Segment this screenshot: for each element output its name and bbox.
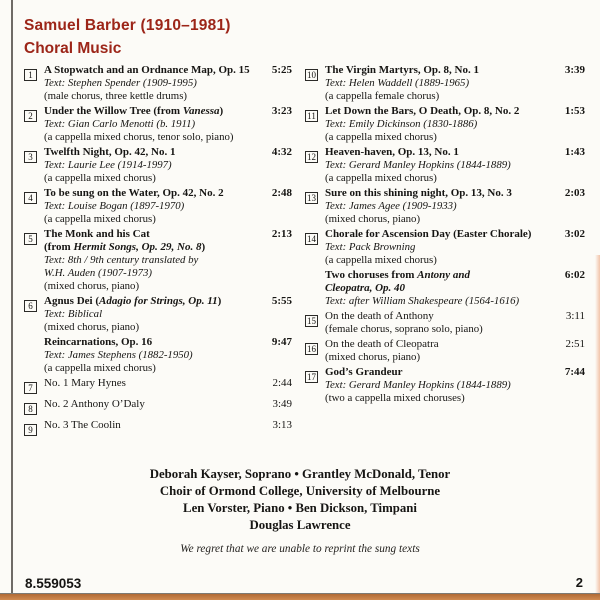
text-segment: (from bbox=[44, 241, 74, 253]
track-number-cell bbox=[24, 419, 44, 438]
track-text-block bbox=[325, 105, 554, 144]
track-number-cell bbox=[305, 64, 325, 83]
track-row bbox=[305, 146, 585, 185]
track-duration: 2:03 bbox=[564, 187, 585, 199]
track-text-block bbox=[325, 366, 554, 405]
text-segment: (a cappella mixed chorus) bbox=[325, 254, 437, 266]
track-detail bbox=[325, 159, 554, 172]
track-detail bbox=[325, 379, 554, 392]
track-detail bbox=[325, 392, 554, 405]
track-duration: 3:13 bbox=[272, 419, 292, 431]
track-row bbox=[305, 228, 585, 267]
track-title bbox=[44, 419, 261, 432]
italic-text-segment: Text: Pack Browning bbox=[325, 241, 416, 253]
track-text-block bbox=[325, 338, 554, 364]
italic-text-segment: Text: James Stephens (1882-1950) bbox=[44, 349, 193, 361]
track-title bbox=[325, 105, 554, 118]
track-detail bbox=[44, 90, 261, 103]
track-duration: 1:53 bbox=[564, 105, 585, 117]
track-title bbox=[325, 269, 554, 282]
track-row bbox=[24, 105, 292, 144]
track-duration: 6:02 bbox=[564, 269, 585, 281]
track-duration: 2:48 bbox=[271, 187, 292, 199]
text-segment: (mixed chorus, piano) bbox=[325, 351, 421, 363]
track-number-cell bbox=[305, 366, 325, 385]
track-text-block bbox=[44, 64, 261, 103]
track-title bbox=[325, 282, 554, 295]
track-number-cell bbox=[24, 146, 44, 165]
track-text-block bbox=[325, 228, 554, 267]
track-number-cell bbox=[24, 377, 44, 396]
track-number-box: 7 bbox=[24, 382, 37, 394]
track-text-block bbox=[325, 269, 554, 308]
track-detail bbox=[325, 254, 554, 267]
text-segment: (male chorus, three kettle drums) bbox=[44, 90, 188, 102]
track-number-cell bbox=[24, 336, 44, 337]
track-text-block bbox=[44, 377, 261, 390]
italic-text-segment: Text: 8th / 9th century translated by bbox=[44, 254, 199, 266]
italic-text-segment: Text: Gerard Manley Hopkins (1844-1889) bbox=[325, 379, 511, 391]
text-segment: ) bbox=[217, 295, 222, 307]
track-number-box: 1 bbox=[24, 69, 37, 81]
work-group-row bbox=[24, 336, 292, 375]
italic-text-segment: Text: Biblical bbox=[44, 308, 103, 320]
text-segment: (a cappella mixed chorus, tenor solo, piano) bbox=[44, 131, 234, 143]
track-title bbox=[44, 295, 261, 308]
track-text-block bbox=[325, 64, 554, 103]
track-text-block bbox=[325, 187, 554, 226]
italic-text-segment: Text: Louise Bogan (1897-1970) bbox=[44, 200, 185, 212]
track-title bbox=[325, 187, 554, 200]
track-detail bbox=[44, 321, 261, 334]
text-segment: Two choruses from bbox=[325, 269, 418, 281]
text-segment: (female chorus, soprano solo, piano) bbox=[325, 323, 483, 335]
text-segment: Let Down the Bars, O Death, Op. 8, No. 2 bbox=[325, 105, 520, 117]
track-text-block bbox=[44, 336, 261, 375]
text-segment: (a cappella mixed chorus) bbox=[44, 362, 156, 374]
track-detail bbox=[44, 131, 261, 144]
track-row bbox=[305, 310, 585, 336]
text-segment: Under the Willow Tree (from bbox=[44, 105, 183, 117]
track-detail bbox=[44, 254, 261, 267]
italic-text-segment: W.H. Auden (1907-1973) bbox=[44, 267, 152, 279]
credits-block bbox=[0, 466, 600, 555]
track-number-box: 6 bbox=[24, 300, 37, 312]
text-segment: (mixed chorus, piano) bbox=[44, 321, 140, 333]
text-segment: (mixed chorus, piano) bbox=[44, 280, 140, 292]
track-title bbox=[325, 366, 554, 379]
track-number-box: 3 bbox=[24, 151, 37, 163]
track-title bbox=[325, 338, 554, 351]
track-text-block bbox=[44, 105, 261, 144]
track-duration: 7:44 bbox=[564, 366, 585, 378]
bottom-color-strip bbox=[0, 593, 600, 600]
track-detail bbox=[325, 323, 554, 336]
track-number-box: 9 bbox=[24, 424, 37, 436]
track-number-box: 2 bbox=[24, 110, 37, 122]
track-row bbox=[24, 295, 292, 334]
credit-line: Douglas Lawrence bbox=[249, 518, 351, 532]
track-number-box: 15 bbox=[307, 316, 316, 326]
track-title bbox=[44, 228, 261, 241]
track-duration: 3:23 bbox=[271, 105, 292, 117]
track-text-block bbox=[44, 398, 261, 411]
italic-text-segment: Antony and bbox=[417, 269, 471, 281]
text-segment: ) bbox=[201, 241, 206, 253]
track-detail bbox=[44, 172, 261, 185]
track-detail bbox=[44, 77, 261, 90]
track-text-block bbox=[44, 419, 261, 432]
track-row bbox=[24, 228, 292, 293]
track-detail bbox=[325, 213, 554, 226]
track-text-block bbox=[44, 228, 261, 293]
track-text-block bbox=[325, 146, 554, 185]
work-group-row bbox=[305, 269, 585, 308]
italic-text-segment: Text: Gian Carlo Menotti (b. 1911) bbox=[44, 118, 196, 130]
track-detail bbox=[44, 267, 261, 280]
track-detail bbox=[325, 118, 554, 131]
tracklist-right-column bbox=[305, 64, 585, 440]
text-segment: (a cappella mixed chorus) bbox=[44, 172, 156, 184]
text-segment: On the death of Anthony bbox=[325, 310, 434, 322]
track-duration: 2:51 bbox=[565, 338, 585, 350]
text-segment: (a cappella mixed chorus) bbox=[44, 213, 156, 225]
track-title bbox=[44, 187, 261, 200]
track-text-block bbox=[44, 295, 261, 334]
track-number-box: 12 bbox=[307, 152, 316, 162]
text-segment: The Monk and his Cat bbox=[44, 228, 150, 240]
italic-text-segment: Text: after William Shakespeare (1564-1616) bbox=[325, 295, 520, 307]
track-duration: 3:11 bbox=[565, 310, 585, 322]
track-number-box: 5 bbox=[24, 233, 37, 245]
text-segment: (a cappella mixed chorus) bbox=[325, 131, 437, 143]
italic-text-segment: Vanessa bbox=[182, 105, 220, 117]
page-header bbox=[24, 15, 231, 59]
track-number-cell bbox=[305, 228, 325, 247]
track-number-cell bbox=[24, 295, 44, 314]
track-number-cell bbox=[305, 105, 325, 124]
credit-line: Deborah Kayser, Soprano • Grantley McDonald, Tenor bbox=[149, 467, 451, 481]
track-number-box: 8 bbox=[24, 403, 37, 415]
track-row bbox=[305, 338, 585, 364]
track-title bbox=[325, 228, 554, 241]
track-row bbox=[24, 64, 292, 103]
track-duration: 4:32 bbox=[271, 146, 292, 158]
italic-text-segment: Text: Gerard Manley Hopkins (1844-1889) bbox=[325, 159, 511, 171]
italic-text-segment: Cleopatra, Op. 40 bbox=[325, 282, 406, 294]
track-duration: 2:44 bbox=[272, 377, 292, 389]
text-segment: The Virgin Martyrs, Op. 8, No. 1 bbox=[325, 64, 479, 76]
text-segment: Sure on this shining night, Op. 13, No. 3 bbox=[325, 187, 512, 199]
track-title bbox=[325, 146, 554, 159]
text-segment: A Stopwatch and an Ordnance Map, Op. 15 bbox=[44, 64, 250, 76]
track-number-cell bbox=[305, 146, 325, 165]
track-detail bbox=[44, 200, 261, 213]
text-segment: No. 1 Mary Hynes bbox=[44, 377, 126, 389]
track-row bbox=[24, 398, 292, 417]
text-segment: No. 3 The Coolin bbox=[44, 419, 121, 431]
track-title bbox=[44, 105, 261, 118]
text-segment: Reincarnations, Op. 16 bbox=[44, 336, 153, 348]
track-duration: 3:02 bbox=[564, 228, 585, 240]
track-detail bbox=[44, 349, 261, 362]
track-number-cell bbox=[24, 398, 44, 417]
track-number-cell bbox=[24, 64, 44, 83]
track-text-block bbox=[44, 187, 261, 226]
track-number-box: 11 bbox=[305, 110, 318, 122]
track-number-cell bbox=[24, 105, 44, 124]
italic-text-segment: Text: James Agee (1909-1933) bbox=[325, 200, 457, 212]
track-number-cell bbox=[24, 187, 44, 206]
track-duration: 5:25 bbox=[271, 64, 292, 76]
track-number-box: 10 bbox=[307, 70, 316, 80]
page-number: 2 bbox=[575, 575, 583, 590]
track-number-cell bbox=[305, 269, 325, 270]
track-number-cell bbox=[305, 187, 325, 206]
track-detail bbox=[325, 351, 554, 364]
catalog-number: 8.559053 bbox=[25, 576, 82, 591]
composer-title: Samuel Barber (1910–1981) bbox=[24, 17, 231, 34]
text-segment: Agnus Dei ( bbox=[44, 295, 100, 307]
track-detail bbox=[325, 77, 554, 90]
track-detail bbox=[44, 159, 261, 172]
track-detail bbox=[325, 131, 554, 144]
album-subtitle: Choral Music bbox=[24, 40, 122, 57]
italic-text-segment: Text: Emily Dickinson (1830-1886) bbox=[325, 118, 478, 130]
text-segment: No. 2 Anthony O’Daly bbox=[44, 398, 145, 410]
credit-line: Choir of Ormond College, University of Melbourne bbox=[159, 484, 441, 498]
tracklist bbox=[24, 64, 585, 440]
tracklist-left-column bbox=[24, 64, 292, 440]
italic-text-segment: Text: Laurie Lee (1914-1997) bbox=[44, 159, 172, 171]
text-segment: On the death of Cleopatra bbox=[325, 338, 439, 350]
track-title bbox=[44, 398, 261, 411]
track-number-box: 4 bbox=[24, 192, 37, 204]
track-duration: 1:43 bbox=[564, 146, 585, 158]
track-number-cell bbox=[305, 338, 325, 357]
italic-text-segment: Adagio for Strings, Op. 11 bbox=[99, 295, 218, 307]
track-number-cell bbox=[24, 228, 44, 247]
track-title bbox=[44, 64, 261, 77]
italic-text-segment: Hermit Songs, Op. 29, No. 8 bbox=[73, 241, 202, 253]
track-detail bbox=[44, 280, 261, 293]
track-number-box: 13 bbox=[307, 193, 316, 203]
track-title bbox=[44, 146, 261, 159]
track-duration: 5:55 bbox=[271, 295, 292, 307]
text-segment: Chorale for Ascension Day (Easter Chorale) bbox=[325, 228, 532, 240]
track-number-cell bbox=[305, 310, 325, 329]
track-detail bbox=[44, 362, 261, 375]
text-segment: To be sung on the Water, Op. 42, No. 2 bbox=[44, 187, 224, 199]
sung-texts-note: We regret that we are unable to reprint the sung texts bbox=[180, 543, 420, 555]
track-duration: 2:13 bbox=[271, 228, 292, 240]
track-row bbox=[24, 146, 292, 185]
track-number-box: 16 bbox=[307, 344, 316, 354]
track-detail bbox=[325, 241, 554, 254]
track-row bbox=[305, 187, 585, 226]
track-title bbox=[44, 336, 261, 349]
track-title bbox=[325, 64, 554, 77]
track-title bbox=[44, 377, 261, 390]
track-detail bbox=[325, 172, 554, 185]
track-row bbox=[305, 366, 585, 405]
track-duration: 3:39 bbox=[564, 64, 585, 76]
track-row bbox=[24, 419, 292, 438]
text-segment: (a cappella mixed chorus) bbox=[325, 172, 437, 184]
text-segment: God’s Grandeur bbox=[325, 366, 403, 378]
track-detail bbox=[325, 295, 554, 308]
track-row bbox=[305, 64, 585, 103]
track-row bbox=[305, 105, 585, 144]
italic-text-segment: Text: Helen Waddell (1889-1965) bbox=[325, 77, 470, 89]
text-segment: (mixed chorus, piano) bbox=[325, 213, 421, 225]
track-detail bbox=[325, 200, 554, 213]
track-title bbox=[44, 241, 261, 254]
track-title bbox=[325, 310, 554, 323]
track-duration: 3:49 bbox=[272, 398, 292, 410]
track-detail bbox=[44, 118, 261, 131]
text-segment: Heaven-haven, Op. 13, No. 1 bbox=[325, 146, 459, 158]
track-detail bbox=[44, 308, 261, 321]
track-number-box: 17 bbox=[307, 372, 316, 382]
text-segment: ) bbox=[219, 105, 224, 117]
track-detail bbox=[325, 90, 554, 103]
text-segment: Twelfth Night, Op. 42, No. 1 bbox=[44, 146, 176, 158]
track-number-box: 14 bbox=[307, 234, 316, 244]
track-detail bbox=[44, 213, 261, 226]
italic-text-segment: Text: Stephen Spender (1909-1995) bbox=[44, 77, 197, 89]
credit-line: Len Vorster, Piano • Ben Dickson, Timpani bbox=[183, 501, 417, 515]
track-text-block bbox=[44, 146, 261, 185]
track-text-block bbox=[325, 310, 554, 336]
text-segment: (a cappella female chorus) bbox=[325, 90, 440, 102]
text-segment: (two a cappella mixed choruses) bbox=[325, 392, 465, 404]
track-duration: 9:47 bbox=[271, 336, 292, 348]
track-row bbox=[24, 377, 292, 396]
track-row bbox=[24, 187, 292, 226]
